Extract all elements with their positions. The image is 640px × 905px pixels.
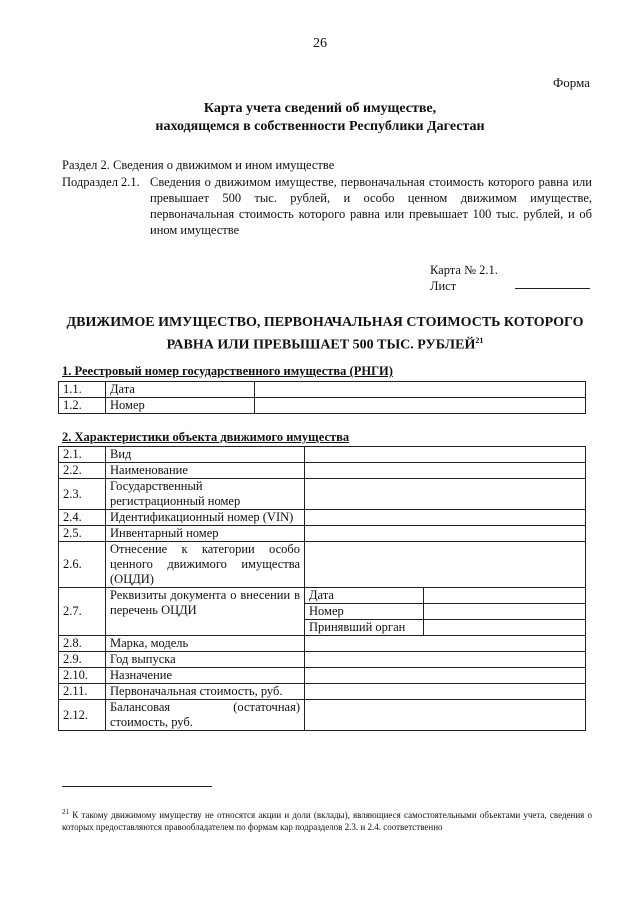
value-cell[interactable] [305,526,586,542]
value-cell[interactable] [305,479,586,510]
subsection-label: Подраздел 2.1. [62,175,140,189]
row-label: Наименование [106,463,305,479]
main-heading-line-2 [40,332,610,355]
main-heading [40,314,610,355]
row-label: Номер [106,398,255,414]
row-label: Государственный регистрационный номер [106,479,305,510]
table-row [59,526,586,542]
table-row [59,652,586,668]
table-row [59,447,586,463]
row-number: 2.9. [59,652,106,668]
row-number: 1.2. [59,398,106,414]
table-row [59,668,586,684]
main-heading-line-1: ДВИЖИМОЕ ИМУЩЕСТВО, ПЕРВОНАЧАЛЬНАЯ СТОИМОСТЬ КОТОРОГО [66,315,584,330]
card-number: Карта № 2.1. [430,263,498,277]
row-label: Отнесение к категории особо ценного движимого имущества (ОЦДИ) [106,542,305,588]
row-number: 2.2. [59,463,106,479]
sheet-label: Лист [430,279,457,293]
row-number: 2.1. [59,447,106,463]
document-title [0,100,640,136]
form-label: Форма [553,75,590,90]
value-cell[interactable] [305,668,586,684]
footnote-text: К такому движимому имуществу не относятся акции и доли (вклады), являющиеся самостоятельными объектами учета, сведения о которых предоставляются правообладателем по формам кар подразделов 2.3. и 2.4. соответственно [62,810,593,832]
block1-heading: 1. Реестровый номер государственного имущества (РНГИ) [62,364,393,378]
table-row [59,510,586,526]
row-number: 1.1. [59,382,106,398]
value-cell[interactable] [305,463,586,479]
table-row [59,479,586,510]
row-label: Идентификационный номер (VIN) [106,510,305,526]
sub-label-date: Дата [305,588,424,604]
section-label: Раздел 2. Сведения о движимом и ином имуществе [62,158,335,172]
value-cell[interactable] [424,620,586,636]
table-row [59,382,586,398]
main-heading-line-2-text: РАВНА ИЛИ ПРЕВЫШАЕТ 500 ТЫС. РУБЛЕЙ [166,337,476,353]
value-cell[interactable] [255,382,586,398]
row-label: Год выпуска [106,652,305,668]
row-label: Инвентарный номер [106,526,305,542]
subsection-text: Сведения о движимом имуществе, первоначальная стоимость которого равна или превышает 500 тыс. рублей, и особо ценном движимом имуществе, первоначальная стоимость которого равна или превышает 100 тыс. рублей, и об ином имуществе [150,175,592,237]
row-label: Первоначальная стоимость, руб. [106,684,305,700]
characteristics-table [58,446,586,731]
value-cell[interactable] [424,588,586,604]
value-cell[interactable] [305,652,586,668]
row-label: Вид [106,447,305,463]
value-cell[interactable] [305,447,586,463]
row-label: Марка, модель [106,636,305,652]
table-row [59,636,586,652]
row-number: 2.3. [59,479,106,510]
title-line-1: Карта учета сведений об имуществе, [203,101,437,116]
table-row [59,700,586,731]
table-row [59,588,586,604]
row-label: Балансовая (остаточная) стоимость, руб. [106,700,305,731]
sub-label-authority: Принявший орган [305,620,424,636]
card-info [430,262,498,294]
row-label: Реквизиты документа о внесении в перечень ОЦДИ [106,588,305,636]
sub-label-number: Номер [305,604,424,620]
value-cell[interactable] [305,684,586,700]
row-number: 2.7. [59,588,106,636]
table-row [59,684,586,700]
row-number: 2.10. [59,668,106,684]
footnote-mark: 21 [62,808,69,816]
row-number: 2.8. [59,636,106,652]
value-cell[interactable] [424,604,586,620]
table-row [59,542,586,588]
title-line-2: находящемся в собственности Республики Дагестан [155,119,485,134]
row-number: 2.4. [59,510,106,526]
value-cell[interactable] [255,398,586,414]
footnote-ref: 21 [475,336,484,345]
page-number: 26 [313,36,327,51]
row-label: Назначение [106,668,305,684]
row-label: Дата [106,382,255,398]
row-number: 2.12. [59,700,106,731]
value-cell[interactable] [305,542,586,588]
block2-heading: 2. Характеристики объекта движимого имущества [62,430,350,444]
row-number: 2.11. [59,684,106,700]
row-number: 2.6. [59,542,106,588]
table-row [59,398,586,414]
value-cell[interactable] [305,700,586,731]
sheet-number-field[interactable] [515,288,590,289]
row-number: 2.5. [59,526,106,542]
value-cell[interactable] [305,636,586,652]
rngi-table [58,381,586,414]
value-cell[interactable] [305,510,586,526]
footnote-divider [62,786,212,787]
table-row [59,463,586,479]
footnote [62,806,592,833]
